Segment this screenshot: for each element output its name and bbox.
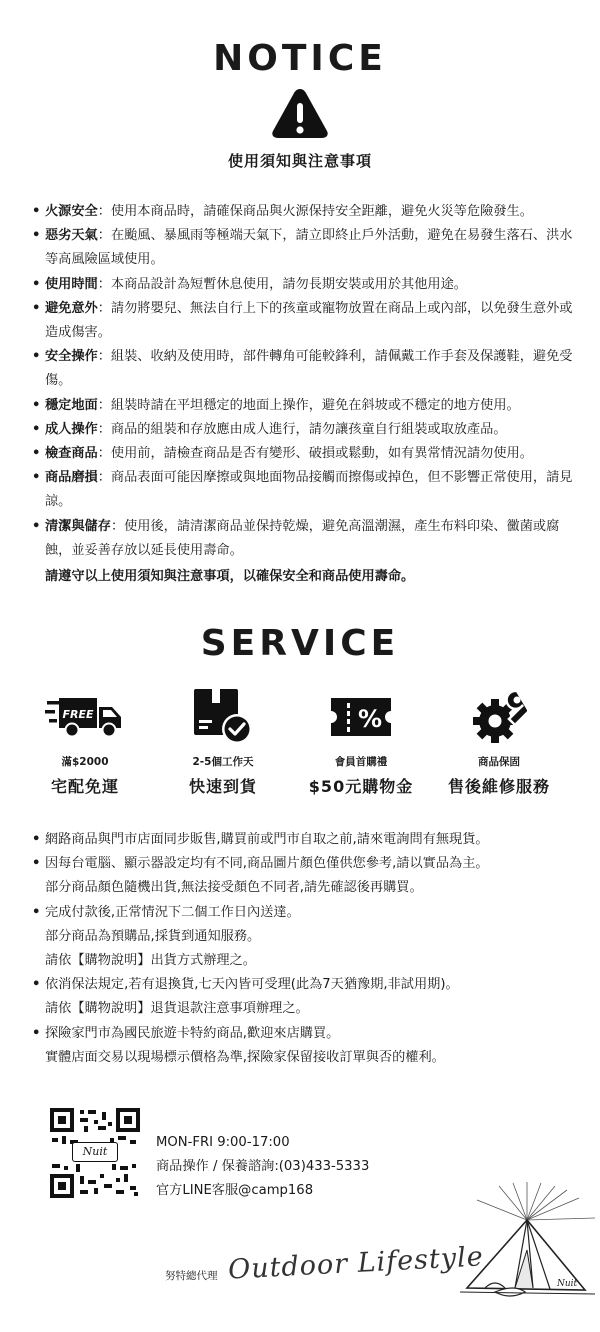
notice-item xyxy=(32,345,577,393)
notice-item-text: ：組裝、收納及使用時，部件轉角可能較鋒利，請佩戴工作手套及保護鞋，避免受傷。 xyxy=(45,349,573,389)
notice-item-text: ：本商品設計為短暫休息使用，請勿長期安裝或用於其他用途。 xyxy=(97,276,467,292)
service-big-label: 快速到貨 xyxy=(188,777,257,796)
service-info-line: • 依消保法規定,若有退換貨,七天內皆可受理(此為7天猶豫期,非試用期)。 xyxy=(32,973,577,997)
service-info-list xyxy=(32,828,577,1070)
notice-item xyxy=(32,297,577,345)
notice-item-label: 穩定地面 xyxy=(45,397,98,413)
notice-item-label: 商品磨損 xyxy=(45,470,98,486)
notice-subtitle: 使用須知與注意事項 xyxy=(227,152,372,170)
notice-item-text: ：在颱風、暴風雨等極端天氣下，請立即終止戶外活動，避免在易發生落石、洪水等高風險區域使用。 xyxy=(45,228,573,268)
notice-item-text: ：請勿將嬰兒、無法自行上下的孩童或寵物放置在商品上或內部，以免發生意外或造成傷害。 xyxy=(45,300,573,341)
service-coupon xyxy=(301,688,421,797)
notice-list xyxy=(32,200,577,563)
notice-item-label: 檢查商品 xyxy=(45,446,98,462)
free-truck-icon xyxy=(45,694,125,740)
notice-title: NOTICE xyxy=(213,38,387,79)
service-small-label: 滿$2000 xyxy=(61,756,109,768)
box-check-icon xyxy=(191,687,255,747)
notice-item xyxy=(32,515,577,563)
notice-final-note: 請遵守以上使用須知與注意事項，以確保安全和商品使用壽命。 xyxy=(45,569,415,584)
service-info-line: 實體店面交易以現場標示價格為準,探險家保留接收訂單與否的權利。 xyxy=(45,1049,445,1065)
notice-item-text: ：使用本商品時，請確保商品與火源保持安全距離，避免火災等危險發生。 xyxy=(97,204,533,219)
tent-brand-label: Nuit xyxy=(557,1279,578,1289)
notice-item xyxy=(32,273,577,297)
outdoor-lifestyle-script: Outdoor Lifestyle xyxy=(227,1241,485,1286)
agent-label: 努特總代理 xyxy=(165,1270,218,1282)
qr-brand-badge: Nuit xyxy=(72,1142,118,1162)
notice-item-text: ：商品表面可能因摩擦或與地面物品接觸而擦傷或掉色，但不影響正常使用，請見諒。 xyxy=(45,470,573,510)
service-info-line: 部分商品為預購品,採貨到通知服務。 xyxy=(45,928,261,944)
wrench-gear-icon xyxy=(471,689,527,745)
notice-item-text: ：組裝時請在平坦穩定的地面上操作，避免在斜坡或不穩定的地方使用。 xyxy=(97,397,520,413)
service-fast-delivery xyxy=(163,688,283,797)
notice-item-label: 惡劣天氣 xyxy=(45,228,98,244)
notice-item xyxy=(32,418,577,442)
contact-info xyxy=(156,1131,369,1203)
line-account[interactable]: 官方LINE客服@camp168 xyxy=(156,1183,314,1198)
service-info-line: • 探險家門市為國民旅遊卡特約商品,歡迎來店購買。 xyxy=(32,1022,577,1046)
service-info-line: 部分商品顏色隨機出貨,無法接受顏色不同者,請先確認後再購買。 xyxy=(45,880,423,896)
svg-text:%: % xyxy=(357,705,383,733)
service-info-line: • 因每台電腦、顯示器設定均有不同,商品圖片顏色僅供您參考,請以實品為主。 xyxy=(32,852,577,876)
notice-item-label: 成人操作 xyxy=(45,421,98,437)
service-free-delivery xyxy=(25,688,145,797)
service-info-line: • 完成付款後,正常情況下二個工作日內送達。 xyxy=(32,901,577,925)
notice-item xyxy=(32,200,577,224)
warning-icon xyxy=(270,86,330,140)
service-big-label: 宅配免運 xyxy=(50,777,119,796)
notice-item xyxy=(32,466,577,514)
service-big-label: 售後維修服務 xyxy=(447,777,550,796)
service-info-line: • 網路商品與門市店面同步販售,購買前或門市自取之前,請來電詢問有無現貨。 xyxy=(32,828,577,852)
service-big-label: $50元購物金 xyxy=(308,777,414,796)
service-title: SERVICE xyxy=(200,623,400,664)
notice-item xyxy=(32,442,577,466)
service-phone[interactable]: 商品操作 / 保養諮詢:(03)433-5333 xyxy=(156,1159,370,1174)
notice-item-label: 安全操作 xyxy=(45,349,98,365)
service-small-label: 會員首購禮 xyxy=(334,756,388,768)
notice-item-label: 火源安全 xyxy=(45,204,98,219)
notice-item xyxy=(32,394,577,418)
tent-illustration-icon xyxy=(455,1180,600,1310)
service-small-label: 商品保固 xyxy=(478,756,520,768)
truck-free-label: FREE xyxy=(62,708,94,721)
coupon-icon xyxy=(329,696,393,738)
service-small-label: 2-5個工作天 xyxy=(192,756,254,768)
notice-item-text: ：使用後，請清潔商品並保持乾燥，避免高溫潮濕，產生布料印染、黴菌或腐蝕，並妥善存放以延長使用壽命。 xyxy=(45,518,560,558)
business-hours: MON-FRI 9:00-17:00 xyxy=(156,1135,290,1150)
notice-item xyxy=(32,224,577,272)
notice-item-text: ：商品的組裝和存放應由成人進行，請勿讓孩童自行組裝或取放產品。 xyxy=(97,421,507,437)
service-warranty xyxy=(439,688,559,797)
notice-item-text: ：使用前，請檢查商品是否有變形、破損或鬆動，如有異常情況請勿使用。 xyxy=(97,446,533,462)
service-info-line: 請依【購物說明】退貨退款注意事項辦理之。 xyxy=(45,1001,309,1017)
notice-item-label: 清潔與儲存 xyxy=(45,518,111,534)
notice-item-label: 避免意外 xyxy=(45,300,98,316)
service-info-line: 請依【購物說明】出貨方式辦理之。 xyxy=(45,953,256,969)
notice-item-label: 使用時間 xyxy=(45,276,98,292)
